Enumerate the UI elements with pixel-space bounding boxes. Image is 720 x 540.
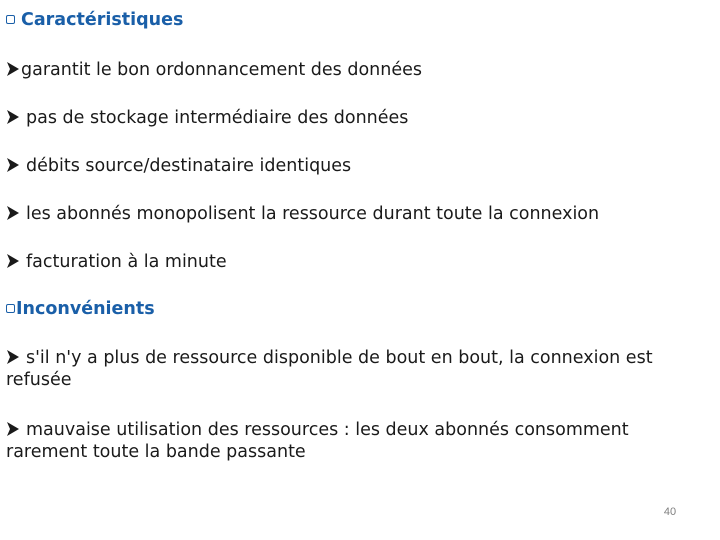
list-item [6,107,712,129]
caracteristiques-heading-label: Caractéristiques [21,10,184,30]
list-item [6,59,712,81]
arrowhead-bullet-icon [6,421,20,437]
list-item-text: pas de stockage intermédiaire des données [26,108,409,128]
list-item-text: mauvaise utilisation des ressources : les deux abonnés consomment rarement toute la bande passante [6,420,629,462]
list-item-text: débits source/destinataire identiques [26,156,352,176]
list-item [6,203,712,225]
list-item [6,251,712,273]
arrowhead-bullet-icon [6,157,20,173]
caracteristiques-heading [6,9,712,31]
arrowhead-bullet-icon [6,253,20,269]
square-bullet-icon [6,15,15,24]
arrowhead-bullet-icon [6,349,20,365]
square-bullet-icon [6,304,15,313]
list-item [6,347,712,391]
list-item-text: garantit le bon ordonnancement des données [21,60,422,80]
list-item-text: s'il n'y a plus de ressource disponible de bout en bout, la connexion est refusée [6,348,653,390]
list-item-text: facturation à la minute [26,252,227,272]
inconvenients-heading-label: Inconvénients [16,299,155,319]
list-item-text: les abonnés monopolisent la ressource durant toute la connexion [26,204,600,224]
list-item [6,419,712,463]
list-item [6,155,712,177]
arrowhead-bullet-icon [6,109,20,125]
arrowhead-bullet-icon [6,205,20,221]
inconvenients-heading [6,298,712,320]
arrowhead-bullet-icon [6,61,20,77]
page-number: 40 [663,506,677,518]
